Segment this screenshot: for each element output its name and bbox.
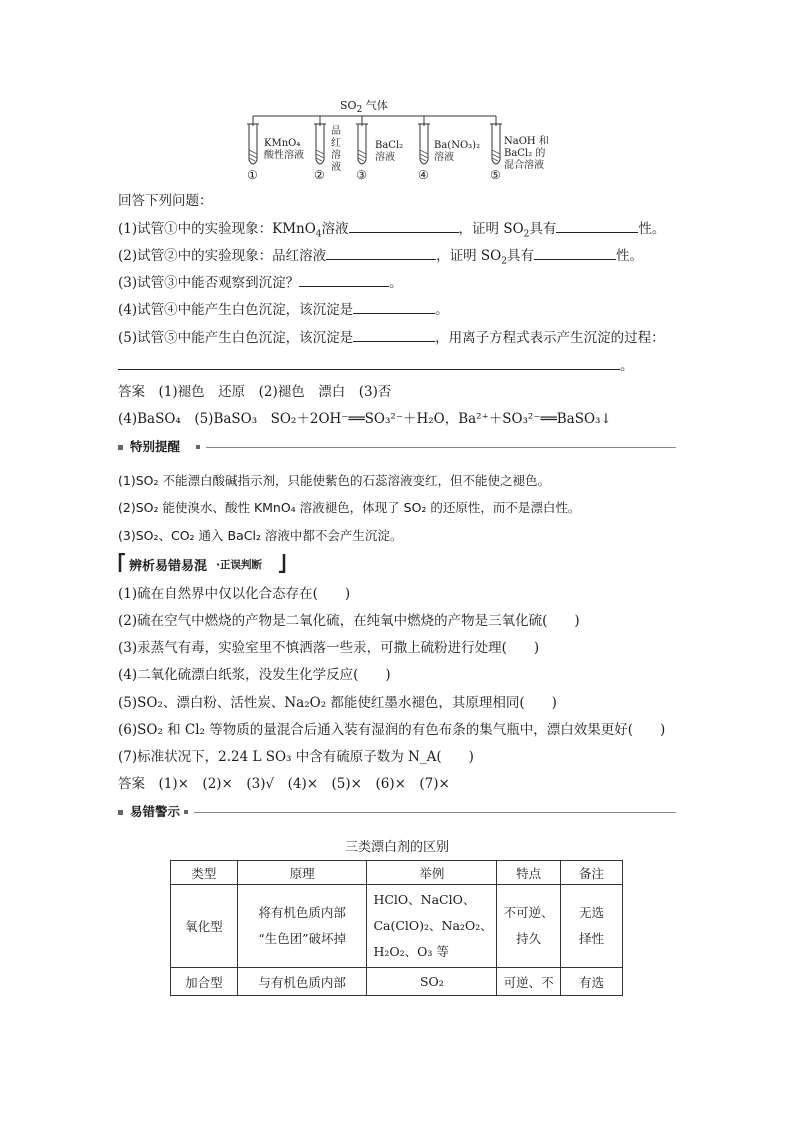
warning-heading: 易错警示 [130,804,181,819]
header-cell: 原理 [237,861,367,885]
principle-cell: 将有机色质内部 “生色团”破坏掉 [237,885,367,968]
dot-icon [196,445,200,449]
tip-heading: 特别提醒 [130,439,181,454]
tip-item-1: (1)SO₂ 不能漂白酸碱指示剂，只能使紫色的石蕊溶液变红，但不能使之褪色。 [118,473,550,488]
question-4: (4)试管④中能产生白色沉淀，该沉淀是 。 [118,302,449,318]
judge-item-6: (6)SO₂ 和 Cl₂ 等物质的量混合后通入装有湿润的有色布条的集气瓶中，漂白效果更好( ) [118,722,666,738]
heading-rule [194,812,676,813]
so2-apparatus-diagram [240,98,560,184]
tip-item-3: (3)SO₂、CO₂ 通入 BaCl₂ 溶液中都不会产生沉淀。 [118,528,403,543]
tube-1-number: ① [247,168,258,182]
table-header-row [171,861,623,885]
tube-4-number: ④ [418,168,429,182]
header-cell: 特点 [497,861,561,885]
note-cell: 有选 [561,968,623,996]
tube-2-label: 品 红 溶 液 [331,126,341,173]
tube-2-number: ② [314,168,325,182]
question-3: (3)试管③中能否观察到沉淀？ 。 [118,275,403,291]
square-bullet-icon [118,810,123,815]
judge-item-4: (4)二氧化硫漂白纸浆，没发生化学反应( ) [118,667,391,683]
principle-cell: 与有机色质内部 [237,968,367,996]
tube-1-label: KMnO₄ 酸性溶液 [264,138,304,161]
example-cell: HClO、NaClO、 Ca(ClO)₂、Na₂O₂、 H₂O₂、O₃ 等 [367,885,497,968]
feature-cell: 可逆、不 [497,968,561,996]
question-1: (1)试管①中的实验现象：KMnO$_4$溶液 ，证明 $SO_2$具有 性。 [118,221,666,240]
tube-4-label: Ba(NO₃)₂ 溶液 [434,140,481,163]
tip-item-2: (2)SO₂ 能使溴水、酸性 KMnO₄ 溶液褪色，体现了 SO₂ 的还原性，而不是漂白性。 [118,500,581,515]
judge-item-1: (1)硫在自然界中仅以化合态存在( ) [118,586,351,602]
question-5: (5)试管⑤中能产生白色沉淀，该沉淀是 ，用离子方程式表示产生沉淀的过程： [118,330,665,346]
tube-5-label: NaOH 和 BaCl₂ 的 混合溶液 [504,136,549,171]
judge-item-3: (3)汞蒸气有毒，实验室里不慎洒落一些汞，可撒上硫粉进行处理( ) [118,640,540,656]
heading-rule [206,447,676,448]
square-bullet-icon [118,445,123,450]
dot-icon [184,810,188,814]
table-row [171,968,623,996]
judge-item-7: (7)标准状况下，2.24 L SO₃ 中含有硫原子数为 N_A( ) [118,749,474,765]
gas-label: $SO_2$ 气体 [340,99,388,116]
tube-5-number: ⑤ [490,168,501,182]
table-title: 三类漂白剂的区别 [344,840,449,855]
judge-item-5: (5)SO₂、漂白粉、活性炭、Na₂O₂ 都能使红墨水褪色，其原理相同( ) [118,695,557,711]
header-cell: 备注 [561,861,623,885]
tube-3-number: ③ [356,168,367,182]
type-cell: 加合型 [171,968,238,996]
answer-1-line-1: 答案 (1)褪色 还原 (2)褪色 漂白 (3)否 [118,384,392,400]
header-cell: 类型 [171,861,238,885]
bleach-comparison-table [170,860,623,996]
table-row [171,885,623,968]
bracket-left-icon [118,553,126,573]
question-5-blank-line: 。 [118,356,634,375]
type-cell: 氧化型 [171,885,238,968]
note-cell: 无选 择性 [561,885,623,968]
example-cell: SO₂ [367,968,497,996]
warning-heading-bar [118,805,676,819]
header-cell: 举例 [367,861,497,885]
questions-intro: 回答下列问题： [118,193,213,209]
question-2: (2)试管②中的实验现象：品红溶液 ，证明 $SO_2$具有 性。 [118,248,643,267]
tube-3-label: BaCl₂ 溶液 [375,140,404,163]
judge-answer: 答案 (1)× (2)× (3)√ (4)× (5)× (6)× (7)× [118,776,450,792]
bracket-right-icon [278,553,286,573]
judge-item-2: (2)硫在空气中燃烧的产物是二氧化硫，在纯氧中燃烧的产物是三氧化硫( ) [118,613,580,629]
feature-cell: 不可逆、 持久 [497,885,561,968]
answer-1-line-2: (4)BaSO₄ (5)BaSO₃ SO₂＋2OH⁻══SO₃²⁻＋H₂O，Ba²⁺＋SO₃²⁻══BaSO₃↓ [118,411,612,427]
tip-heading-bar [118,440,676,454]
